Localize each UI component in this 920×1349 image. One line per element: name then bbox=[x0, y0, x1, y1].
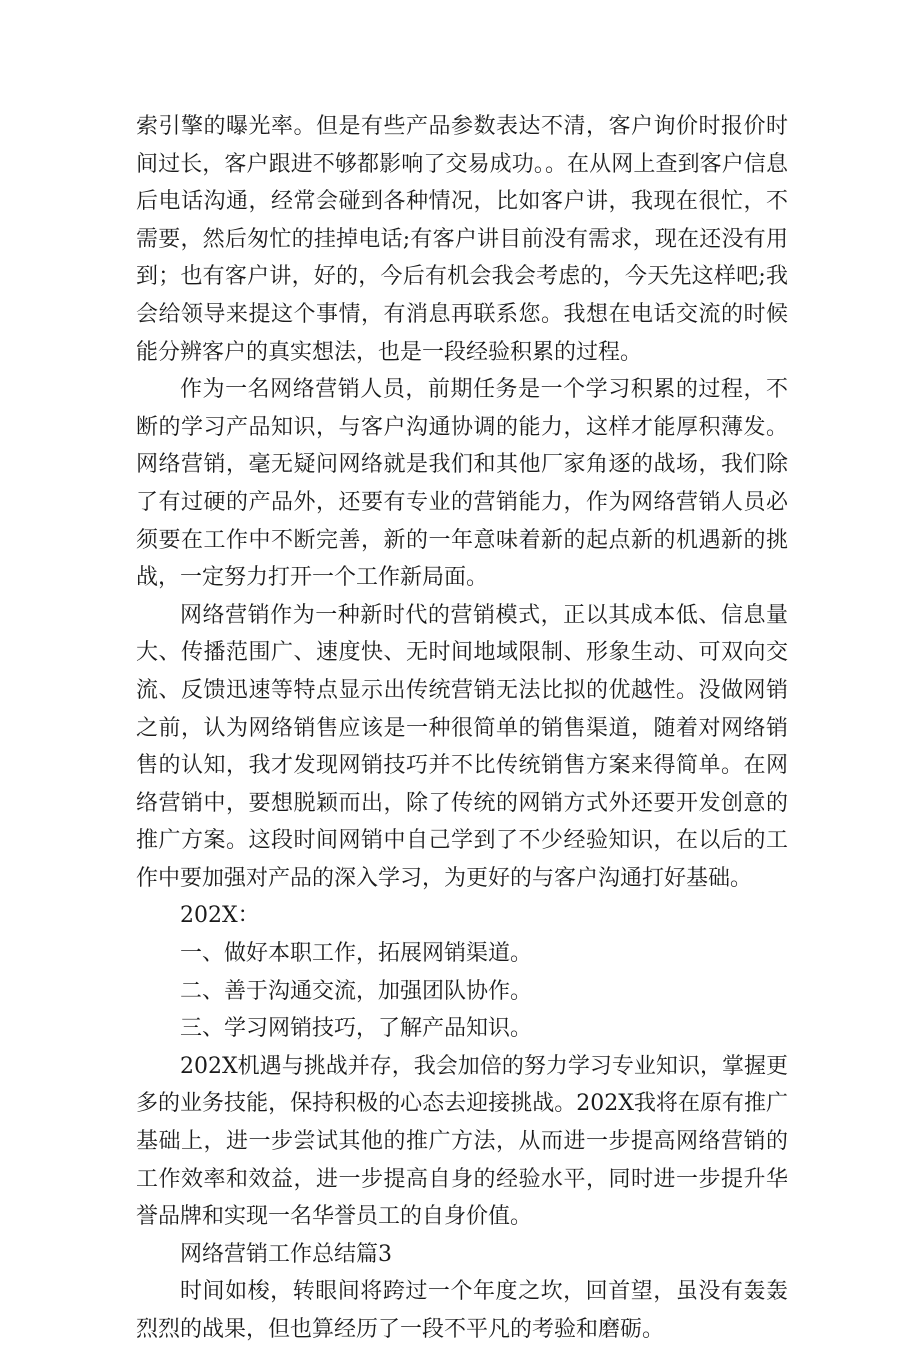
paragraph-outlook: 202X机遇与挑战并存，我会加倍的努力学习专业知识，掌握更多的业务技能，保持积极的心态去迎接挑战。202X我将在原有推广基础上，进一步尝试其他的推广方法，从而进一步提高网络营销的工作效率和效益，进一步提高自身的经验水平，同时进一步提升华誉品牌和实现一名华誉员工的自身价值。 bbox=[136, 1053, 788, 1230]
plan-heading: 202X： bbox=[180, 903, 260, 929]
plan-item-1: 一、做好本职工作，拓展网销渠道。 bbox=[180, 941, 533, 967]
paragraph-role-overview: 作为一名网络营销人员，前期任务是一个学习积累的过程，不断的学习产品知识，与客户沟通协调的能力，这样才能厚积薄发。网络营销，毫无疑问网络就是我们和其他厂家角逐的战场，我们除了有过硬的产品外，还要有专业的营销能力，作为网络营销人员必须要在工作中不断完善，新的一年意味着新的起点新的机遇新的挑战，一定努力打开一个工作新局面。 bbox=[136, 377, 788, 591]
section-title: 网络营销工作总结篇3 bbox=[180, 1241, 392, 1267]
document-body bbox=[136, 108, 788, 1349]
paragraph-section3-intro: 时间如梭，转眼间将跨过一个年度之坎，回首望，虽没有轰轰烈烈的战果，但也算经历了一段不平凡的考验和磨砺。 bbox=[136, 1279, 788, 1342]
paragraph-continuation: 索引擎的曝光率。但是有些产品参数表达不清，客户询价时报价时间过长，客户跟进不够都影响了交易成功。。在从网上查到客户信息后电话沟通，经常会碰到各种情况，比如客户讲，我现在很忙，不需要，然后匆忙的挂掉电话;有客户讲目前没有需求，现在还没有用到；也有客户讲，好的，今后有机会我会考虑的，今天先这样吧;我会给领导来提这个事情，有消息再联系您。我想在电话交流的时候能分辨客户的真实想法，也是一段经验积累的过程。 bbox=[136, 114, 788, 365]
plan-item-3: 三、学习网销技巧，了解产品知识。 bbox=[180, 1016, 533, 1042]
paragraph-network-marketing: 网络营销作为一种新时代的营销模式，正以其成本低、信息量大、传播范围广、速度快、无时间地域限制、形象生动、可双向交流、反馈迅速等特点显示出传统营销无法比拟的优越性。没做网销之前，认为网络销售应该是一种很简单的销售渠道，随着对网络销售的认知，我才发现网销技巧并不比传统销售方案来得简单。在网络营销中，要想脱颖而出，除了传统的网销方式外还要开发创意的推广方案。这段时间网销中自己学到了不少经验知识，在以后的工作中要加强对产品的深入学习，为更好的与客户沟通打好基础。 bbox=[136, 602, 788, 891]
plan-item-2: 二、善于沟通交流，加强团队协作。 bbox=[180, 978, 533, 1004]
